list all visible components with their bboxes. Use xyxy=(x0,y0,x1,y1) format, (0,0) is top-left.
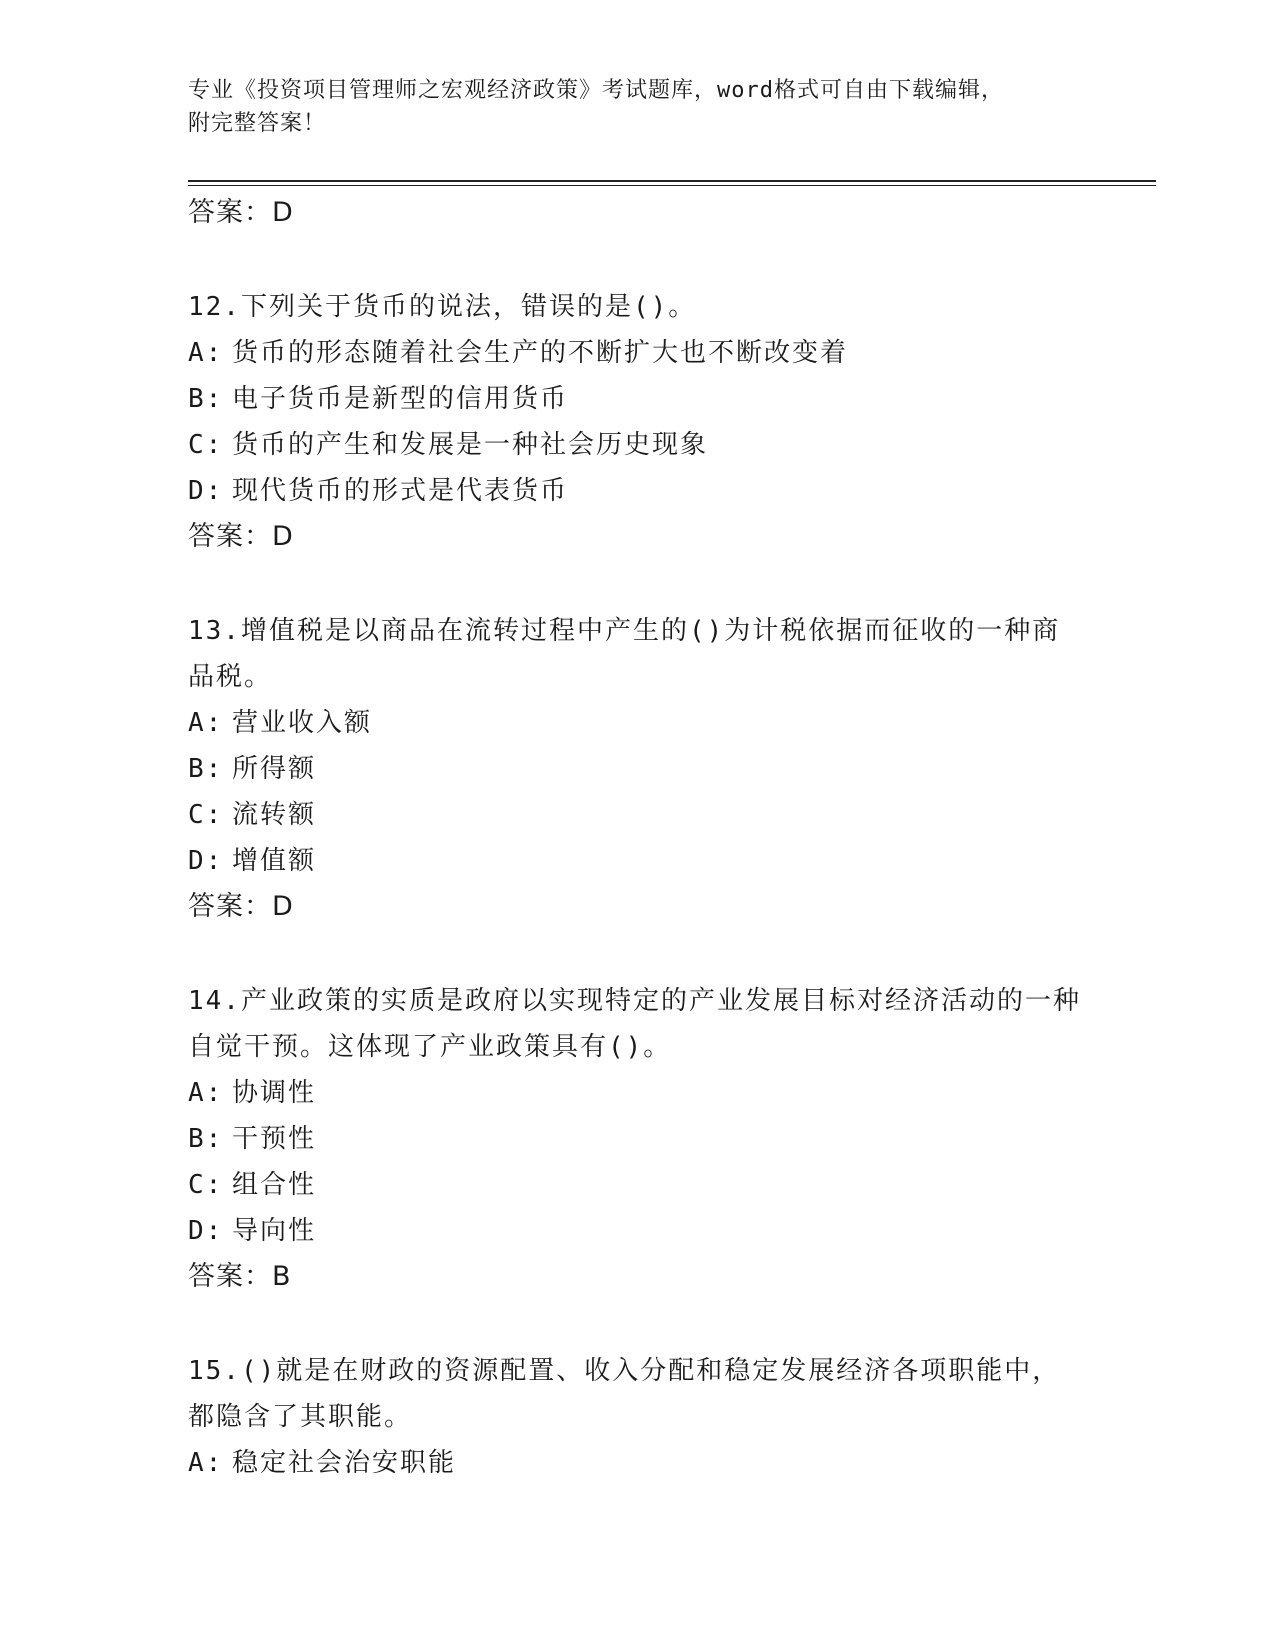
answer-line: 答案：D xyxy=(188,891,294,922)
option-text: 组合性 xyxy=(232,1170,317,1200)
option-text: 货币的产生和发展是一种社会历史现象 xyxy=(232,430,709,460)
option-c xyxy=(188,1162,1088,1208)
question-text: 13.增值税是以商品在流转过程中产生的()为计税依据而征收的一种商品税。 xyxy=(188,616,1061,692)
option-c xyxy=(188,422,1088,468)
option-letter: D: xyxy=(188,846,224,876)
answer-line: 答案：D xyxy=(188,197,294,228)
header-line-1: 专业《投资项目管理师之宏观经济政策》考试题库，word格式可自由下载编辑， xyxy=(188,78,1004,103)
option-letter: C: xyxy=(188,800,224,830)
option-text: 流转额 xyxy=(232,800,317,830)
option-text: 现代货币的形式是代表货币 xyxy=(232,476,569,506)
option-b xyxy=(188,746,1088,792)
header-line-2: 附完整答案！ xyxy=(188,111,327,136)
document-header xyxy=(188,74,1068,140)
answer-line: 答案：B xyxy=(188,1261,292,1292)
option-text: 导向性 xyxy=(232,1216,317,1246)
option-letter: A: xyxy=(188,708,224,738)
question-text: 14.产业政策的实质是政府以实现特定的产业发展目标对经济活动的一种自觉干预。这体现了产业政策具有()。 xyxy=(188,986,1081,1062)
option-text: 干预性 xyxy=(232,1124,317,1154)
option-letter: B: xyxy=(188,384,224,414)
question-block xyxy=(188,608,1088,930)
option-d xyxy=(188,1208,1088,1254)
question-list xyxy=(188,190,1088,1486)
option-letter: A: xyxy=(188,338,224,368)
option-text: 稳定社会治安职能 xyxy=(232,1448,457,1478)
option-c xyxy=(188,792,1088,838)
option-text: 电子货币是新型的信用货币 xyxy=(232,384,569,414)
question-text: 12.下列关于货币的说法，错误的是()。 xyxy=(188,292,697,322)
option-letter: B: xyxy=(188,1124,224,1154)
option-b xyxy=(188,1116,1088,1162)
option-text: 货币的形态随着社会生产的不断扩大也不断改变着 xyxy=(232,338,849,368)
option-a xyxy=(188,1440,1088,1486)
option-letter: D: xyxy=(188,1216,224,1246)
option-text: 增值额 xyxy=(232,846,317,876)
answer-line: 答案：D xyxy=(188,521,294,552)
option-letter: C: xyxy=(188,430,224,460)
option-b xyxy=(188,376,1088,422)
option-letter: A: xyxy=(188,1078,224,1108)
option-letter: B: xyxy=(188,754,224,784)
option-text: 营业收入额 xyxy=(232,708,373,738)
option-letter: C: xyxy=(188,1170,224,1200)
question-block xyxy=(188,284,1088,560)
question-text: 15.()就是在财政的资源配置、收入分配和稳定发展经济各项职能中，都隐含了其职能。 xyxy=(188,1356,1061,1432)
option-a xyxy=(188,1070,1088,1116)
option-text: 所得额 xyxy=(232,754,317,784)
option-letter: A: xyxy=(188,1448,224,1478)
question-block xyxy=(188,978,1088,1300)
option-d xyxy=(188,468,1088,514)
option-a xyxy=(188,700,1088,746)
question-block xyxy=(188,1348,1088,1486)
header-divider xyxy=(188,180,1156,182)
option-d xyxy=(188,838,1088,884)
header-divider-thin xyxy=(188,185,1156,186)
option-a xyxy=(188,330,1088,376)
option-text: 协调性 xyxy=(232,1078,317,1108)
option-letter: D: xyxy=(188,476,224,506)
